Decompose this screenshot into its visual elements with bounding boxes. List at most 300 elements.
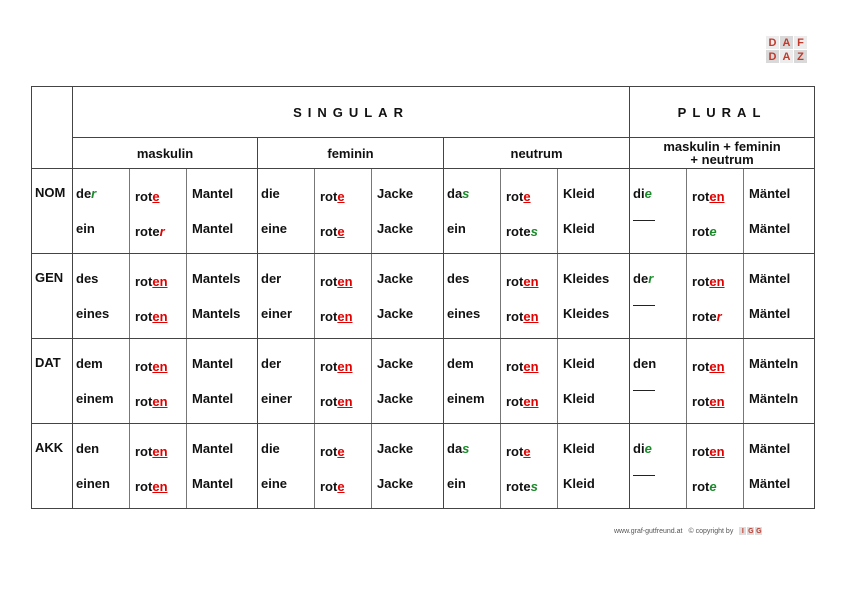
adjective-stem: rot [320, 189, 338, 204]
adjective-ending: en [523, 274, 539, 289]
phrase-line [261, 475, 441, 493]
adjective-ending: en [337, 394, 353, 409]
article [261, 220, 287, 238]
adjective [135, 444, 168, 459]
adjective [506, 359, 539, 374]
article-stem: di [633, 441, 645, 456]
footer-copyright: © copyright by [688, 527, 734, 535]
noun: Mänteln [749, 391, 799, 406]
article-ending: e [644, 186, 652, 201]
phrase-line [261, 440, 441, 458]
article-ending: r [91, 186, 97, 201]
article-stem: einem [76, 391, 114, 406]
article [261, 355, 281, 373]
adjective-stem: rot [135, 394, 153, 409]
maskulin-header: maskulin [73, 138, 258, 169]
adjective-ending: e [152, 189, 160, 204]
adjective-stem: rot [320, 309, 338, 324]
no-article-dash [633, 305, 655, 324]
cell-gen-m [73, 254, 258, 339]
column-divider [743, 254, 744, 338]
adjective [135, 224, 165, 239]
column-divider [371, 169, 372, 253]
article-stem: ein [76, 221, 95, 236]
phrase-line [447, 440, 627, 458]
adjective [692, 359, 725, 374]
adjective-ending: en [337, 274, 353, 289]
article-stem: dem [76, 356, 103, 371]
article [447, 440, 469, 458]
article-stem: des [76, 271, 99, 286]
adjective [692, 309, 722, 324]
noun: Mantels [192, 271, 241, 286]
article [447, 220, 466, 238]
noun: Mäntel [749, 271, 791, 286]
adjective [135, 274, 168, 289]
case-label: DAT [32, 339, 73, 424]
phrase-line [261, 220, 441, 238]
article [76, 220, 95, 238]
article-ending: s [462, 441, 470, 456]
article [633, 270, 653, 288]
adjective-stem: rot [320, 224, 338, 239]
noun: Mäntel [749, 221, 791, 236]
phrase-line [76, 270, 256, 288]
column-divider [314, 424, 315, 508]
adjective-stem: rot [320, 444, 338, 459]
adjective-stem: rot [692, 394, 710, 409]
cell-akk-n [444, 424, 630, 509]
article [447, 355, 474, 373]
column-divider [314, 339, 315, 423]
adjective-ending: en [152, 394, 168, 409]
phrase-line [261, 355, 441, 373]
case-row-akk [32, 424, 815, 509]
phrase-line [76, 305, 256, 323]
adjective [692, 394, 725, 409]
cell-dat-p [630, 339, 815, 424]
article [633, 440, 652, 458]
cell-gen-p [630, 254, 815, 339]
article-stem: de [76, 186, 92, 201]
adjective-stem: rot [506, 309, 524, 324]
adjective [320, 444, 345, 459]
article [633, 475, 655, 494]
article-stem: die [261, 441, 280, 456]
column-divider [371, 424, 372, 508]
adjective-stem: rot [506, 189, 524, 204]
adjective [506, 309, 539, 324]
case-label: GEN [32, 254, 73, 339]
article [633, 355, 656, 373]
column-divider [129, 339, 130, 423]
column-divider [129, 424, 130, 508]
noun: Mäntel [749, 306, 791, 321]
logo-letter: D [766, 36, 779, 49]
noun: Mantels [192, 306, 241, 321]
article [261, 390, 292, 408]
column-divider [743, 424, 744, 508]
phrase-line [261, 305, 441, 323]
article [261, 185, 280, 203]
cell-akk-p [630, 424, 815, 509]
column-divider [371, 254, 372, 338]
article [447, 305, 480, 323]
adjective-ending: s [530, 479, 538, 494]
noun: Kleid [563, 221, 595, 236]
cell-akk-f [258, 424, 444, 509]
column-divider [186, 254, 187, 338]
noun: Mantel [192, 476, 234, 491]
column-divider [186, 169, 187, 253]
adjective-stem: rot [135, 309, 153, 324]
noun: Jacke [377, 476, 414, 491]
adjective-stem: rot [320, 274, 338, 289]
column-divider [686, 169, 687, 253]
neutrum-header: neutrum [444, 138, 630, 169]
article-stem: eine [261, 221, 288, 236]
article-stem: da [447, 441, 463, 456]
adjective [320, 479, 345, 494]
adjective [506, 224, 538, 239]
article-stem: di [633, 186, 645, 201]
case-label: NOM [32, 169, 73, 254]
column-divider [557, 339, 558, 423]
igg-letter: I [739, 527, 746, 535]
article [633, 185, 652, 203]
dafdaz-logo [766, 36, 807, 63]
adjective-ending: en [709, 394, 725, 409]
article-stem: de [633, 271, 649, 286]
cell-dat-m [73, 339, 258, 424]
logo-letter: A [780, 36, 793, 49]
singular-header: SINGULAR [73, 87, 630, 138]
article-ending: r [648, 271, 654, 286]
adjective-stem: rote [135, 224, 160, 239]
cell-nom-f [258, 169, 444, 254]
adjective-ending: e [337, 444, 345, 459]
adjective [692, 274, 725, 289]
adjective [320, 309, 353, 324]
adjective [692, 189, 725, 204]
adjective-stem: rot [320, 394, 338, 409]
article [447, 390, 485, 408]
adjective-ending: e [709, 479, 717, 494]
corner-cell [32, 87, 73, 169]
article-stem: eine [261, 476, 288, 491]
adjective-stem: rot [506, 394, 524, 409]
column-divider [371, 339, 372, 423]
case-label: AKK [32, 424, 73, 509]
footer-url[interactable]: www.graf-gutfreund.at [614, 527, 683, 535]
article-stem: dem [447, 356, 474, 371]
column-divider [557, 254, 558, 338]
adjective-stem: rote [506, 479, 531, 494]
adjective-stem: rot [135, 444, 153, 459]
adjective-stem: rot [692, 274, 710, 289]
adjective-ending: en [152, 309, 168, 324]
noun: Jacke [377, 271, 414, 286]
article-stem: die [261, 186, 280, 201]
phrase-line [447, 185, 627, 203]
adjective-ending: en [337, 309, 353, 324]
adjective [692, 444, 725, 459]
article-ending: e [644, 441, 652, 456]
adjective [320, 224, 345, 239]
adjective [135, 479, 168, 494]
plural-gender-line1: maskulin + feminin [663, 139, 781, 154]
noun: Jacke [377, 391, 414, 406]
phrase-line [447, 475, 627, 493]
phrase-line [447, 355, 627, 373]
noun: Mantel [192, 391, 234, 406]
article-ending: s [462, 186, 470, 201]
adjective-ending: e [337, 479, 345, 494]
igg-logo [739, 527, 762, 535]
phrase-line [633, 355, 813, 373]
noun: Mantel [192, 356, 234, 371]
plural-gender-header [630, 138, 815, 169]
column-divider [743, 169, 744, 253]
adjective-stem: rot [506, 444, 524, 459]
logo-letter: A [780, 50, 793, 63]
adjective [320, 394, 353, 409]
phrase-line [76, 440, 256, 458]
adjective-ending: en [152, 274, 168, 289]
adjective-stem: rote [506, 224, 531, 239]
noun: Jacke [377, 441, 414, 456]
case-row-dat [32, 339, 815, 424]
article-stem: den [633, 356, 657, 371]
adjective-ending: r [159, 224, 165, 239]
adjective-ending: en [709, 359, 725, 374]
article-stem: einen [76, 476, 110, 491]
plural-header: PLURAL [630, 87, 815, 138]
cell-gen-n [444, 254, 630, 339]
noun: Jacke [377, 221, 414, 236]
noun: Mantel [192, 221, 234, 236]
phrase-line [261, 270, 441, 288]
cell-nom-m [73, 169, 258, 254]
article [261, 270, 281, 288]
article [76, 475, 110, 493]
article [447, 185, 469, 203]
cell-dat-f [258, 339, 444, 424]
article-stem: ein [447, 476, 466, 491]
article-stem: eines [76, 306, 110, 321]
adjective-stem: rot [692, 224, 710, 239]
column-divider [686, 424, 687, 508]
phrase-line [76, 355, 256, 373]
noun: Mänteln [749, 356, 799, 371]
column-divider [557, 424, 558, 508]
article-stem: einer [261, 391, 293, 406]
adjective-stem: rot [506, 359, 524, 374]
no-article-dash [633, 475, 655, 494]
adjective-stem: rot [692, 359, 710, 374]
phrase-line [76, 390, 256, 408]
adjective-stem: rot [135, 479, 153, 494]
article [633, 220, 655, 239]
article-stem: einem [447, 391, 485, 406]
noun: Mäntel [749, 186, 791, 201]
adjective [135, 189, 160, 204]
noun: Mäntel [749, 441, 791, 456]
column-divider [186, 339, 187, 423]
article [633, 305, 655, 324]
phrase-line [633, 440, 813, 458]
adjective [506, 444, 531, 459]
column-divider [314, 254, 315, 338]
adjective [692, 224, 717, 239]
article [76, 390, 114, 408]
cell-nom-p [630, 169, 815, 254]
adjective-ending: en [152, 444, 168, 459]
noun: Kleides [563, 271, 610, 286]
case-row-nom [32, 169, 815, 254]
adjective-ending: en [523, 359, 539, 374]
phrase-line [261, 390, 441, 408]
feminin-header: feminin [258, 138, 444, 169]
cell-nom-n [444, 169, 630, 254]
column-divider [500, 254, 501, 338]
article-stem: einer [261, 306, 293, 321]
adjective [135, 359, 168, 374]
no-article-dash [633, 390, 655, 409]
logo-letter: D [766, 50, 779, 63]
adjective [135, 394, 168, 409]
cell-akk-m [73, 424, 258, 509]
noun: Mantel [192, 186, 234, 201]
adjective-stem: rot [135, 274, 153, 289]
adjective-ending: en [152, 359, 168, 374]
phrase-line [76, 475, 256, 493]
adjective-ending: s [530, 224, 538, 239]
noun: Kleid [563, 186, 595, 201]
adjective-ending: e [337, 189, 345, 204]
phrase-line [633, 185, 813, 203]
logo-letter: Z [794, 50, 807, 63]
igg-letter: G [748, 527, 754, 535]
adjective [320, 274, 353, 289]
noun: Jacke [377, 306, 414, 321]
noun: Kleid [563, 441, 595, 456]
article [447, 270, 469, 288]
adjective-ending: en [523, 309, 539, 324]
column-divider [500, 169, 501, 253]
phrase-line [447, 390, 627, 408]
declension-table [31, 86, 815, 509]
phrase-line [76, 220, 256, 238]
adjective-stem: rote [692, 309, 717, 324]
column-divider [686, 339, 687, 423]
adjective-stem: rot [692, 189, 710, 204]
article-stem: eines [447, 306, 481, 321]
adjective [320, 189, 345, 204]
logo-letter: F [794, 36, 807, 49]
noun: Mäntel [749, 476, 791, 491]
adjective-ending: r [716, 309, 722, 324]
article [76, 355, 103, 373]
adjective [320, 359, 353, 374]
article [261, 305, 292, 323]
case-row-gen [32, 254, 815, 339]
noun: Kleid [563, 476, 595, 491]
column-divider [129, 254, 130, 338]
article-stem: den [76, 441, 100, 456]
noun: Kleid [563, 391, 595, 406]
adjective-ending: e [523, 444, 531, 459]
article-stem: des [447, 271, 470, 286]
adjective-ending: e [523, 189, 531, 204]
noun: Kleid [563, 356, 595, 371]
article [261, 475, 287, 493]
article [76, 440, 99, 458]
phrase-line [261, 185, 441, 203]
article [76, 270, 98, 288]
article [76, 185, 96, 203]
cell-gen-f [258, 254, 444, 339]
adjective-ending: en [709, 189, 725, 204]
plural-gender-line2: + neutrum [690, 152, 754, 167]
footer [614, 527, 762, 535]
phrase-line [447, 305, 627, 323]
cell-dat-n [444, 339, 630, 424]
column-divider [500, 424, 501, 508]
no-article-dash [633, 220, 655, 239]
article [633, 390, 655, 409]
adjective-stem: rot [692, 444, 710, 459]
adjective [506, 274, 539, 289]
column-divider [743, 339, 744, 423]
column-divider [500, 339, 501, 423]
column-divider [129, 169, 130, 253]
noun: Jacke [377, 356, 414, 371]
adjective [506, 394, 539, 409]
phrase-line [633, 270, 813, 288]
igg-letter: G [756, 527, 762, 535]
column-divider [186, 424, 187, 508]
phrase-line [447, 220, 627, 238]
adjective-ending: en [709, 274, 725, 289]
article-stem: der [261, 271, 282, 286]
phrase-line [633, 220, 813, 238]
adjective-ending: en [709, 444, 725, 459]
phrase-line [633, 475, 813, 493]
adjective [506, 189, 531, 204]
phrase-line [633, 390, 813, 408]
article [261, 440, 280, 458]
article [76, 305, 109, 323]
adjective [692, 479, 717, 494]
article-stem: ein [447, 221, 466, 236]
noun: Mantel [192, 441, 234, 456]
adjective [135, 309, 168, 324]
adjective [506, 479, 538, 494]
noun: Jacke [377, 186, 414, 201]
phrase-line [447, 270, 627, 288]
adjective-ending: e [337, 224, 345, 239]
adjective-stem: rot [135, 359, 153, 374]
column-divider [314, 169, 315, 253]
adjective-stem: rot [135, 189, 153, 204]
article-stem: da [447, 186, 463, 201]
article [447, 475, 466, 493]
article-stem: der [261, 356, 282, 371]
adjective-ending: en [337, 359, 353, 374]
phrase-line [633, 305, 813, 323]
adjective-stem: rot [320, 479, 338, 494]
